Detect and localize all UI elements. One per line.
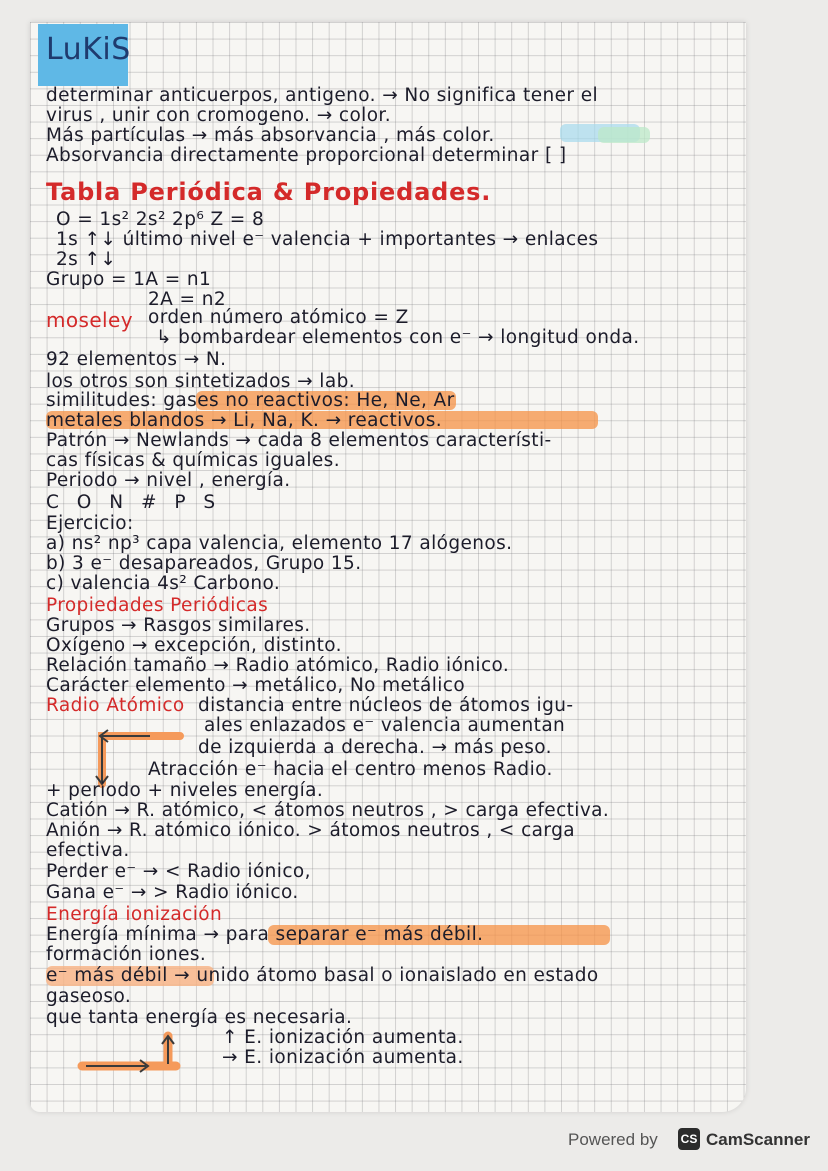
section-title-tabla: Tabla Periódica & Propiedades. — [46, 178, 492, 206]
note-line-2: virus , unir con cromogeno. → color. — [46, 105, 392, 126]
highlight-green — [598, 127, 650, 143]
right-up-arrow-icon — [76, 1030, 186, 1074]
note-line-20: Periodo → nivel , energía. — [46, 470, 291, 491]
heading-moseley: moseley — [46, 308, 133, 332]
camscanner-logo-icon: CS — [678, 1128, 700, 1150]
note-line-28: Oxígeno → excepción, distinto. — [46, 635, 342, 656]
note-line-27: Grupos → Rasgos similares. — [46, 615, 311, 636]
heading-propiedades: Propiedades Periódicas — [46, 595, 269, 616]
note-line-48: ↑ E. ionización aumenta. — [222, 1027, 464, 1048]
camscanner-name: CamScanner — [706, 1130, 810, 1149]
note-line-16: similitudes: gases no reactivos: He, Ne, Ar — [46, 390, 455, 411]
note-line-25: c) valencia 4s² Carbono. — [46, 573, 281, 594]
note-line-41: Gana e⁻ → > Radio iónico. — [46, 882, 299, 903]
note-line-32: distancia entre núcleos de átomos igu- — [198, 695, 574, 716]
note-line-45: e⁻ más débil → unido átomo basal o ionaislado en estado — [46, 965, 599, 986]
powered-by-text: Powered by — [568, 1130, 658, 1149]
note-line-30: Carácter elemento → metálico, No metálico — [46, 675, 466, 696]
heading-radio-atomico: Radio Atómico — [46, 695, 185, 716]
note-line-15: los otros son sintetizados → lab. — [46, 371, 355, 392]
note-line-1: determinar anticuerpos, antigeno. → No significa tener el — [46, 85, 599, 106]
note-line-29: Relación tamaño → Radio atómico, Radio iónico. — [46, 655, 510, 676]
note-line-34: de izquierda a derecha. → más peso. — [198, 737, 552, 758]
note-line-7: 1s ↑↓ último nivel e⁻ valencia + importantes → enlaces — [56, 229, 599, 250]
note-line-39: efectiva. — [46, 840, 130, 861]
note-line-19: cas físicas & químicas iguales. — [46, 450, 340, 471]
note-line-37: Catión → R. atómico, < átomos neutros , > carga efectiva. — [46, 800, 610, 821]
note-line-4: Absorvancia directamente proporcional determinar [ ] — [46, 145, 567, 166]
brand-label: LuKiS — [46, 32, 131, 67]
note-line-49: → E. ionización aumenta. — [222, 1047, 464, 1068]
note-line-12: orden número atómico = Z — [148, 307, 409, 328]
note-line-23: a) ns² np³ capa valencia, elemento 17 alógenos. — [46, 533, 513, 554]
note-line-44: formación iones. — [46, 944, 207, 965]
note-line-17: metales blandos → Li, Na, K. → reactivos. — [46, 410, 443, 431]
note-line-36: + periodo + niveles energía. — [46, 780, 324, 801]
note-line-47: que tanta energía es necesaria. — [46, 1007, 353, 1028]
note-line-14: 92 elementos → N. — [46, 349, 227, 370]
note-line-13: ↳ bombardear elementos con e⁻ → longitud onda. — [156, 327, 640, 348]
note-line-18: Patrón → Newlands → cada 8 elementos característi- — [46, 430, 552, 451]
note-line-33: ales enlazados e⁻ valencia aumentan — [204, 715, 566, 736]
note-line-38: Anión → R. atómico iónico. > átomos neutros , < carga — [46, 820, 575, 841]
note-line-43: Energía mínima → para separar e⁻ más débil. — [46, 924, 484, 945]
note-line-35: Atracción e⁻ hacia el centro menos Radio. — [148, 759, 553, 780]
note-line-40: Perder e⁻ → < Radio iónico, — [46, 861, 311, 882]
note-line-46: gaseoso. — [46, 986, 132, 1007]
note-line-24: b) 3 e⁻ desapareados, Grupo 15. — [46, 553, 362, 574]
note-line-9: Grupo = 1A = n1 — [46, 269, 212, 290]
note-line-6: O = 1s² 2s² 2p⁶ Z = 8 — [56, 209, 265, 230]
note-line-8: 2s ↑↓ — [56, 249, 117, 270]
note-line-22: Ejercicio: — [46, 513, 134, 534]
heading-energia-ionizacion: Energía ionización — [46, 904, 223, 925]
note-line-10: 2A = n2 — [148, 289, 226, 310]
note-line-21: C O N # P S — [46, 492, 222, 513]
note-line-3: Más partículas → más absorvancia , más color. — [46, 125, 495, 146]
